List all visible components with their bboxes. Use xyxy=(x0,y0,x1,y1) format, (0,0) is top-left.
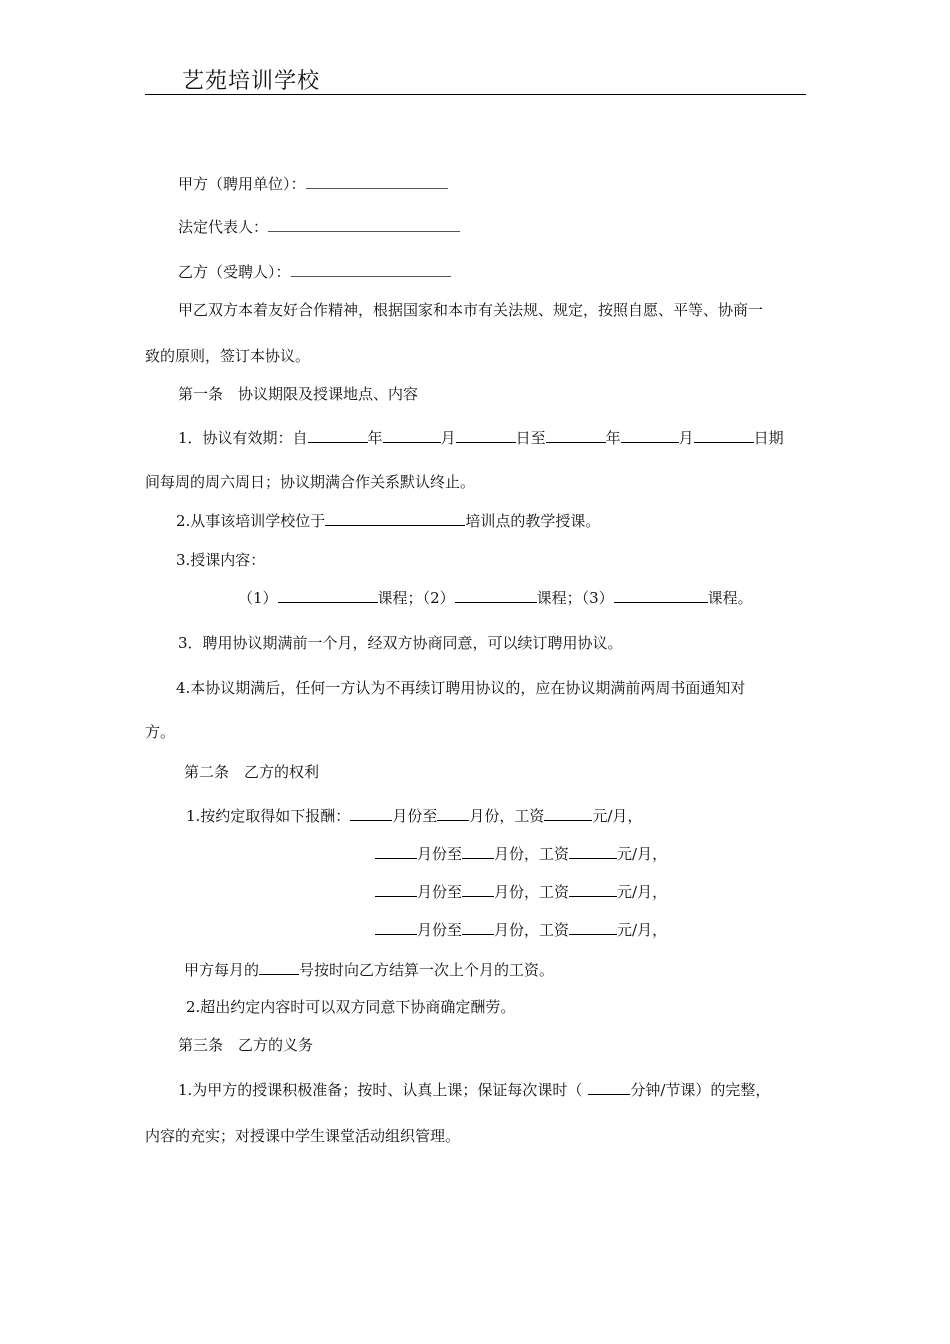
party-b-label: 乙方（受聘人）： xyxy=(178,263,291,281)
month-label: 月 xyxy=(440,429,456,447)
pay-1-amount-blank[interactable] xyxy=(544,806,592,821)
month-label-2: 月 xyxy=(678,429,694,447)
course-3-label: （3） xyxy=(581,589,614,607)
pay-4-to-label: 月份，工资 xyxy=(494,921,570,939)
minutes-blank[interactable] xyxy=(588,1080,630,1095)
end-day-blank[interactable] xyxy=(694,428,754,443)
art1-term-cont: 间每周的周六周日；协议期满合作关系默认终止。 xyxy=(145,473,476,491)
pay-3-unit: 元/月， xyxy=(617,883,668,901)
pay-3-amount-blank[interactable] xyxy=(569,882,617,897)
end-month-blank[interactable] xyxy=(621,428,679,443)
pay-4-from-label: 月份至 xyxy=(417,921,463,939)
intro-line-1: 甲乙双方本着友好合作精神，根据国家和本市有关法规、规定，按照自愿、平等、协商一 xyxy=(178,301,764,319)
party-b-blank[interactable] xyxy=(291,262,451,277)
pay-3-from-label: 月份至 xyxy=(417,883,463,901)
location-tail: 培训点的教学授课。 xyxy=(465,512,601,530)
payday-tail: 号按时向乙方结算一次上个月的工资。 xyxy=(299,961,555,979)
art1-location-line xyxy=(176,511,600,531)
art1-term-lead: 1．协议有效期：自 xyxy=(178,429,308,447)
legal-rep-line xyxy=(178,217,460,237)
payday-lead: 甲方每月的 xyxy=(184,961,260,979)
art1-renewal: 3．聘用协议期满前一个月，经双方协商同意，可以续订聘用协议。 xyxy=(178,634,623,652)
header-rule xyxy=(145,94,806,95)
party-b-line xyxy=(178,262,451,282)
pay-1-from-label: 月份至 xyxy=(392,807,438,825)
course-3-blank[interactable] xyxy=(614,588,708,603)
article-3-title: 第三条 乙方的义务 xyxy=(178,1036,314,1054)
pay-row-4 xyxy=(375,920,667,940)
location-blank[interactable] xyxy=(325,511,465,526)
end-year-blank[interactable] xyxy=(546,428,606,443)
course-1-blank[interactable] xyxy=(278,588,378,603)
duty-lead: 1.为甲方的授课积极准备；按时、认真上课；保证每次课时（ xyxy=(178,1081,583,1099)
art1-notice-line-2: 方。 xyxy=(145,723,176,741)
pay-2-to-label: 月份，工资 xyxy=(494,845,570,863)
location-lead: 2.从事该培训学校位于 xyxy=(176,512,326,530)
course-2-label: （2） xyxy=(422,589,455,607)
party-a-blank[interactable] xyxy=(306,174,448,189)
duty-unit: 分钟/节课）的完整， xyxy=(630,1081,771,1099)
start-month-blank[interactable] xyxy=(383,428,441,443)
article-1-title: 第一条 协议期限及授课地点、内容 xyxy=(178,385,419,403)
start-year-blank[interactable] xyxy=(308,428,368,443)
pay-4-to-blank[interactable] xyxy=(462,920,494,935)
pay-1-unit: 元/月， xyxy=(592,807,643,825)
pay-row-2 xyxy=(375,844,667,864)
pay-2-unit: 元/月， xyxy=(617,845,668,863)
pay-2-from-label: 月份至 xyxy=(417,845,463,863)
art1-notice-line-1: 4.本协议期满后，任何一方认为不再续订聘用协议的，应在协议期满前两周书面通知对 xyxy=(176,679,746,697)
art1-content-label: 3.授课内容： xyxy=(176,551,266,569)
payday-line xyxy=(184,960,554,980)
course-list-line xyxy=(238,588,753,608)
art1-term-line xyxy=(178,428,784,448)
course-2-sep: 课程； xyxy=(536,589,582,607)
pay-4-amount-blank[interactable] xyxy=(569,920,617,935)
day-to-label: 日至 xyxy=(515,429,546,447)
course-1-sep: 课程； xyxy=(377,589,423,607)
course-3-end: 课程。 xyxy=(707,589,753,607)
party-a-line xyxy=(178,174,448,194)
year-label-2: 年 xyxy=(605,429,621,447)
pay-2-from-blank[interactable] xyxy=(375,844,417,859)
pay-row-1 xyxy=(186,806,642,826)
legal-rep-blank[interactable] xyxy=(268,217,460,232)
pay-lead: 1.按约定取得如下报酬： xyxy=(186,807,351,825)
pay-4-unit: 元/月， xyxy=(617,921,668,939)
pay-3-to-label: 月份，工资 xyxy=(494,883,570,901)
pay-1-to-blank[interactable] xyxy=(437,806,469,821)
start-day-blank[interactable] xyxy=(456,428,516,443)
pay-2-to-blank[interactable] xyxy=(462,844,494,859)
pay-row-3 xyxy=(375,882,667,902)
article-2-title: 第二条 乙方的权利 xyxy=(184,763,320,781)
day-period-label: 日期 xyxy=(753,429,784,447)
art3-duty-line-2: 内容的充实；对授课中学生课堂活动组织管理。 xyxy=(145,1127,461,1145)
intro-line-2: 致的原则，签订本协议。 xyxy=(145,347,311,365)
pay-2-amount-blank[interactable] xyxy=(569,844,617,859)
course-2-blank[interactable] xyxy=(455,588,537,603)
party-a-label: 甲方（聘用单位）： xyxy=(178,175,306,193)
school-name-header: 艺苑培训学校 xyxy=(182,69,321,94)
pay-1-from-blank[interactable] xyxy=(350,806,392,821)
pay-1-to-label: 月份，工资 xyxy=(469,807,545,825)
course-1-label: （1） xyxy=(238,589,278,607)
art2-extra-pay: 2.超出约定内容时可以双方同意下协商确定酬劳。 xyxy=(186,998,516,1016)
payday-blank[interactable] xyxy=(259,960,299,975)
art3-duty-line-1 xyxy=(178,1080,770,1100)
pay-3-from-blank[interactable] xyxy=(375,882,417,897)
pay-3-to-blank[interactable] xyxy=(462,882,494,897)
pay-4-from-blank[interactable] xyxy=(375,920,417,935)
legal-rep-label: 法定代表人： xyxy=(178,218,269,236)
year-label: 年 xyxy=(367,429,383,447)
